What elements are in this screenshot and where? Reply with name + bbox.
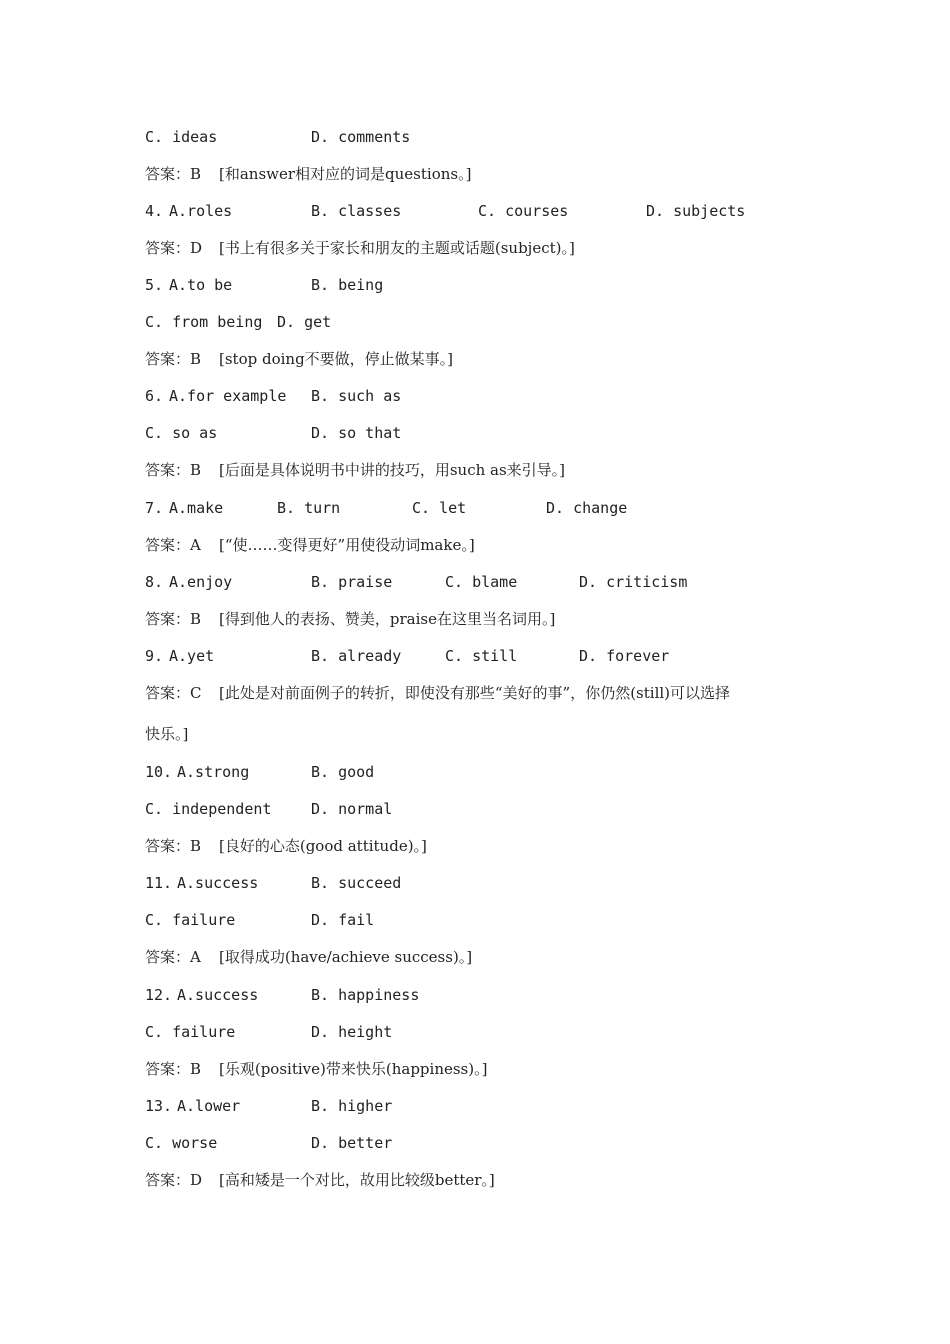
option-a: A.yet (169, 647, 215, 665)
answer-explanation: [取得成功(have/achieve success)。] (219, 948, 473, 966)
option-a: A.strong (177, 763, 250, 781)
option-c: C. let (412, 499, 467, 517)
option-c: C. failure (145, 1023, 236, 1041)
question-number: 5. (145, 276, 164, 294)
answer-line-9-continued (145, 723, 189, 745)
question-6-options-ab (145, 385, 402, 407)
question-number: 11. (145, 874, 173, 892)
option-d: D. better (311, 1134, 393, 1152)
option-b: B. succeed (311, 874, 402, 892)
question-13-options-cd (145, 1132, 393, 1154)
option-c: C. ideas (145, 128, 218, 146)
answer-line-3 (145, 163, 472, 185)
question-number: 8. (145, 573, 164, 591)
answer-line-4 (145, 237, 575, 259)
answer-explanation: [良好的心态(good attitude)。] (219, 837, 427, 855)
answer-label: 答案：C (145, 684, 202, 702)
question-6-options-cd (145, 422, 402, 444)
question-5-options-ab (145, 274, 384, 296)
question-10-options-ab (145, 761, 375, 783)
answer-explanation: [此处是对前面例子的转折，即使没有那些“美好的事”，你仍然(still)可以选择 (219, 684, 731, 702)
answer-label: 答案：B (145, 165, 202, 183)
answer-label: 答案：D (145, 1171, 203, 1189)
answer-line-7 (145, 534, 475, 556)
option-d: D. criticism (579, 573, 688, 591)
answer-label: 答案：B (145, 461, 202, 479)
answer-explanation: [stop doing不要做，停止做某事。] (219, 350, 454, 368)
option-b: B. being (311, 276, 384, 294)
question-5-options-cd (145, 311, 332, 333)
answer-label: 答案：B (145, 610, 202, 628)
question-number: 12. (145, 986, 173, 1004)
question-number: 4. (145, 202, 164, 220)
option-b: B. happiness (311, 986, 420, 1004)
option-a: A.to be (169, 276, 233, 294)
option-a: A.enjoy (169, 573, 233, 591)
option-a: A.lower (177, 1097, 241, 1115)
answer-label: 答案：B (145, 837, 202, 855)
answer-label: 答案：D (145, 239, 203, 257)
question-9-options (145, 645, 670, 667)
answer-explanation: [“使……变得更好”用使役动词make。] (219, 536, 475, 554)
answer-explanation-continued: 快乐。] (145, 725, 189, 743)
question-8-options (145, 571, 688, 593)
option-c: C. failure (145, 911, 236, 929)
option-b: B. classes (311, 202, 402, 220)
question-3-options-cd (145, 126, 411, 148)
option-b: B. good (311, 763, 375, 781)
option-a: A.success (177, 986, 259, 1004)
answer-label: 答案：A (145, 536, 201, 554)
answer-label: 答案：A (145, 948, 201, 966)
option-c: C. from being (145, 313, 263, 331)
option-d: D. so that (311, 424, 402, 442)
option-c: C. so as (145, 424, 218, 442)
option-c: C. courses (478, 202, 569, 220)
option-d: D. comments (311, 128, 411, 146)
answer-explanation: [和answer相对应的词是questions。] (219, 165, 472, 183)
answer-explanation: [书上有很多关于家长和朋友的主题或话题(subject)。] (219, 239, 575, 257)
question-10-options-cd (145, 798, 393, 820)
option-b: B. such as (311, 387, 402, 405)
answer-explanation: [乐观(positive)带来快乐(happiness)。] (219, 1060, 488, 1078)
question-13-options-ab (145, 1095, 393, 1117)
question-number: 6. (145, 387, 164, 405)
answer-explanation: [得到他人的表扬、赞美，praise在这里当名词用。] (219, 610, 556, 628)
answer-line-5 (145, 348, 454, 370)
answer-line-10 (145, 835, 427, 857)
question-number: 9. (145, 647, 164, 665)
option-a: A.roles (169, 202, 233, 220)
question-7-options (145, 497, 628, 519)
question-12-options-ab (145, 984, 420, 1006)
answer-line-11 (145, 946, 473, 968)
option-a: A.make (169, 499, 224, 517)
question-11-options-ab (145, 872, 402, 894)
question-number: 13. (145, 1097, 173, 1115)
option-b: B. praise (311, 573, 393, 591)
answer-label: 答案：B (145, 1060, 202, 1078)
option-b: B. already (311, 647, 402, 665)
option-c: C. blame (445, 573, 518, 591)
answer-line-8 (145, 608, 556, 630)
question-number: 10. (145, 763, 173, 781)
answer-line-9 (145, 682, 731, 704)
option-d: D. subjects (646, 202, 746, 220)
answer-explanation: [高和矮是一个对比，故用比较级better。] (219, 1171, 495, 1189)
answer-line-6 (145, 459, 566, 481)
option-b: B. turn (277, 499, 341, 517)
answer-explanation: [后面是具体说明书中讲的技巧，用such as来引导。] (219, 461, 566, 479)
option-a: A.success (177, 874, 259, 892)
answer-label: 答案：B (145, 350, 202, 368)
option-c: C. worse (145, 1134, 218, 1152)
option-c: C. still (445, 647, 518, 665)
question-number: 7. (145, 499, 164, 517)
answer-line-12 (145, 1058, 488, 1080)
option-d: D. fail (311, 911, 375, 929)
option-d: D. forever (579, 647, 670, 665)
option-d: D. get (277, 313, 332, 331)
answer-line-13 (145, 1169, 495, 1191)
option-b: B. higher (311, 1097, 393, 1115)
question-11-options-cd (145, 909, 375, 931)
question-4-options (145, 200, 746, 222)
option-a: A.for example (169, 387, 287, 405)
question-12-options-cd (145, 1021, 393, 1043)
option-c: C. independent (145, 800, 272, 818)
option-d: D. change (546, 499, 628, 517)
option-d: D. normal (311, 800, 393, 818)
option-d: D. height (311, 1023, 393, 1041)
